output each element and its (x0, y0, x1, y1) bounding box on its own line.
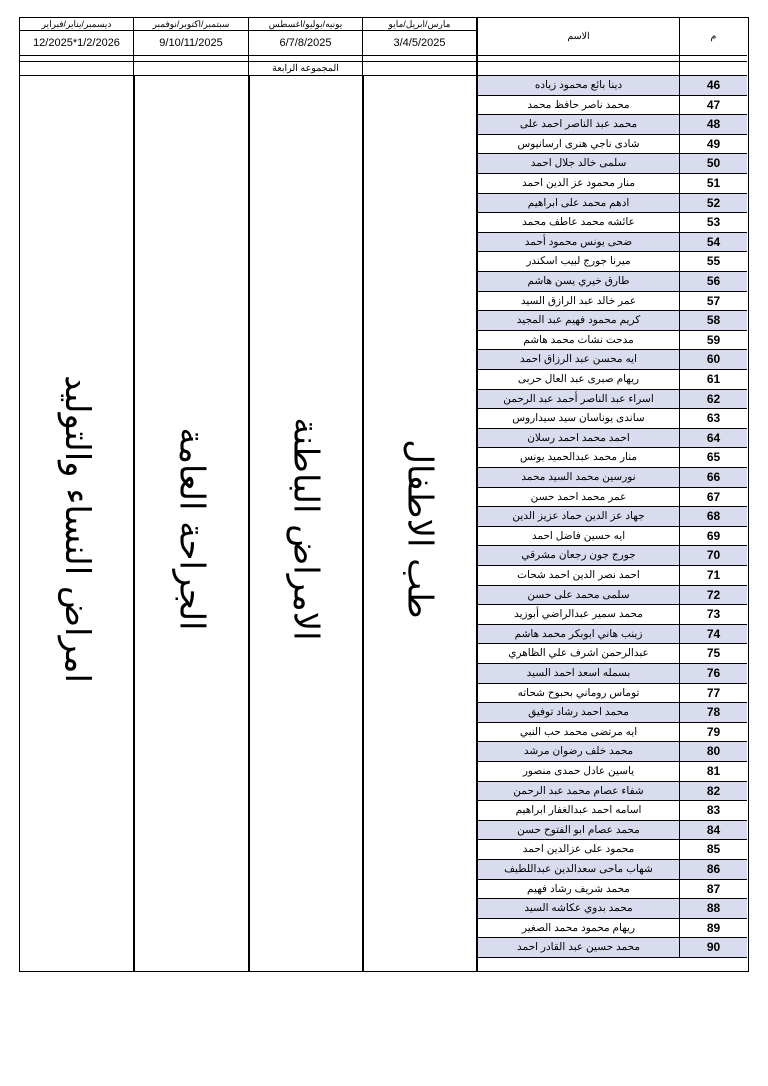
student-name: محمد شريف رشاد فهيم (477, 880, 680, 900)
table-row (20, 782, 747, 802)
spacer-cell (20, 62, 134, 76)
table-row (20, 96, 747, 116)
student-number: 70 (680, 546, 747, 566)
student-name: ادهم محمد على ابراهيم (477, 194, 680, 214)
student-number: 64 (680, 429, 747, 449)
table-row (20, 860, 747, 880)
student-number: 76 (680, 664, 747, 684)
student-name: شهاب ماحى سعدالدين عبداللطيف (477, 860, 680, 880)
student-number: 82 (680, 782, 747, 802)
spacer-cell (134, 62, 249, 76)
student-number: 61 (680, 370, 747, 390)
header-months-q3: سبتمبر/اكتوبر/نوفمبر (134, 18, 249, 31)
student-number: 79 (680, 723, 747, 743)
student-name: اسراء عبد الناصر أحمد عبد الرحمن (477, 390, 680, 410)
student-number: 75 (680, 644, 747, 664)
student-name: زينب هاني ابوبكر محمد هاشم (477, 625, 680, 645)
student-name: اسامه احمد عبدالغفار ابراهيم (477, 801, 680, 821)
student-name: كريم محمود فهيم عبد المجيد (477, 311, 680, 331)
student-name: بسمله اسعد احمد السيد (477, 664, 680, 684)
table-row (20, 684, 747, 704)
table-row (20, 821, 747, 841)
student-name: عائشه محمد عاطف محمد (477, 213, 680, 233)
subject-obgyn-label: امراض النساء والتوليد (57, 375, 97, 683)
student-number: 90 (680, 938, 747, 958)
student-number: 80 (680, 742, 747, 762)
group-label: المجموعه الرابعة (249, 62, 363, 76)
student-number: 60 (680, 350, 747, 370)
student-number: 62 (680, 390, 747, 410)
student-number: 58 (680, 311, 747, 331)
student-number: 51 (680, 174, 747, 194)
table-row (20, 448, 747, 468)
student-number: 74 (680, 625, 747, 645)
table-row (20, 213, 747, 233)
table-row (20, 272, 747, 292)
student-number: 86 (680, 860, 747, 880)
table-row (20, 350, 747, 370)
student-name: ريهام محمود محمد الصغير (477, 919, 680, 939)
table-row (20, 252, 747, 272)
student-name: طارق خيري يسن هاشم (477, 272, 680, 292)
spacer-cell (477, 62, 680, 76)
student-name: ميرنا جورج لبيب اسكندر (477, 252, 680, 272)
table-row (20, 919, 747, 939)
student-number: 52 (680, 194, 747, 214)
student-name: عبدالرحمن اشرف علي الظاهري (477, 644, 680, 664)
student-name: سلمى محمد على حسن (477, 586, 680, 606)
student-number: 81 (680, 762, 747, 782)
student-number: 54 (680, 233, 747, 253)
table-row (20, 546, 747, 566)
table-row (20, 801, 747, 821)
student-number: 57 (680, 292, 747, 312)
table-row (20, 233, 747, 253)
spacer-cell (363, 62, 477, 76)
table-row (20, 174, 747, 194)
table-row (20, 115, 747, 135)
table-row (20, 154, 747, 174)
student-number: 63 (680, 409, 747, 429)
student-name: محمد احمد رشاد توفيق (477, 703, 680, 723)
table-row (20, 586, 747, 606)
student-number: 67 (680, 488, 747, 508)
header-date-q4: 12/2025*1/2/2026 (20, 31, 134, 56)
student-name: ايه حسين فاضل احمد (477, 527, 680, 547)
student-name: شادى ناجي هنرى ارسانيوس (477, 135, 680, 155)
header-number: م (680, 18, 747, 56)
table-row (20, 605, 747, 625)
table-row (20, 625, 747, 645)
student-number: 66 (680, 468, 747, 488)
table-row (20, 194, 747, 214)
student-number: 85 (680, 840, 747, 860)
student-name: مدحت نشات محمد هاشم (477, 331, 680, 351)
student-name: ايه مرتضى محمد حب النبي (477, 723, 680, 743)
student-name: عمر خالد عبد الرازق السيد (477, 292, 680, 312)
student-name: جورج جون رجعان مشرقي (477, 546, 680, 566)
student-number: 69 (680, 527, 747, 547)
student-name: ساندى يوناسان سيد سيداروس (477, 409, 680, 429)
student-number: 72 (680, 586, 747, 606)
table-row (20, 527, 747, 547)
table-row (20, 644, 747, 664)
student-number: 50 (680, 154, 747, 174)
table-row (20, 742, 747, 762)
student-number: 88 (680, 899, 747, 919)
student-name: منار محمد عبدالحميد يونس (477, 448, 680, 468)
student-number: 68 (680, 507, 747, 527)
subject-general-surgery-label: الجراحة العامة (171, 427, 212, 631)
schedule-table (19, 17, 749, 972)
table-row (20, 899, 747, 919)
header-name: الاسم (477, 18, 680, 56)
table-row (20, 331, 747, 351)
student-number: 56 (680, 272, 747, 292)
student-number: 53 (680, 213, 747, 233)
table-row (20, 488, 747, 508)
table-row (20, 409, 747, 429)
student-number: 65 (680, 448, 747, 468)
student-name: سلمى خالد جلال احمد (477, 154, 680, 174)
student-number: 49 (680, 135, 747, 155)
subject-pediatrics-label: طب الاطفال (400, 439, 441, 619)
student-number: 77 (680, 684, 747, 704)
student-name: محمد بدوي عكاشه السيد (477, 899, 680, 919)
header-months-q2: يونيه/يوليو/اغسطس (249, 18, 363, 31)
table-row (20, 370, 747, 390)
student-number: 55 (680, 252, 747, 272)
student-name: منار محمود عز الدين احمد (477, 174, 680, 194)
student-name: ياسين عادل حمدى منصور (477, 762, 680, 782)
student-number: 47 (680, 96, 747, 116)
table-row (20, 880, 747, 900)
student-number: 78 (680, 703, 747, 723)
header-date-q3: 9/10/11/2025 (134, 31, 249, 56)
student-name: محمد ناصر حافظ محمد (477, 96, 680, 116)
student-name: شفاء عصام محمد عبد الرحمن (477, 782, 680, 802)
student-number: 84 (680, 821, 747, 841)
student-name: ريهام صبرى عبد العال حربى (477, 370, 680, 390)
student-number: 46 (680, 76, 747, 96)
table-row (20, 723, 747, 743)
student-number: 87 (680, 880, 747, 900)
table-row (20, 390, 747, 410)
table-row (20, 566, 747, 586)
student-name: محمد عصام ابو الفتوح حسن (477, 821, 680, 841)
student-name: محمد سمير عبدالراضي أبوزيد (477, 605, 680, 625)
table-row (20, 703, 747, 723)
student-number: 89 (680, 919, 747, 939)
student-number: 83 (680, 801, 747, 821)
student-name: عمر محمد احمد حسن (477, 488, 680, 508)
student-name: احمد محمد احمد رسلان (477, 429, 680, 449)
student-name: محمود على عزالدين احمد (477, 840, 680, 860)
student-name: نورسين محمد السيد محمد (477, 468, 680, 488)
student-name: ضحى يونس محمود أحمد (477, 233, 680, 253)
student-name: ايه محسن عبد الرزاق احمد (477, 350, 680, 370)
student-number: 73 (680, 605, 747, 625)
student-name: محمد حسين عبد القادر احمد (477, 938, 680, 958)
table-row (20, 292, 747, 312)
table-row (20, 840, 747, 860)
header-months-q4: ديسمبر/يناير/فبراير (20, 18, 134, 31)
student-number: 71 (680, 566, 747, 586)
table-row (20, 429, 747, 449)
student-name: احمد نصر الدين احمد شحات (477, 566, 680, 586)
table-row (20, 468, 747, 488)
table-row (20, 938, 747, 958)
student-number: 59 (680, 331, 747, 351)
header-date-q2: 6/7/8/2025 (249, 31, 363, 56)
student-number: 48 (680, 115, 747, 135)
spacer-cell (680, 62, 747, 76)
table-row (20, 762, 747, 782)
student-name: محمد عبد الناصر احمد على (477, 115, 680, 135)
table-row (20, 664, 747, 684)
student-name: توماس روماني بحبوح شحاته (477, 684, 680, 704)
student-name: دينا بائع محمود زياده (477, 76, 680, 96)
table-row (20, 507, 747, 527)
table-row (20, 311, 747, 331)
subject-internal-medicine-label: الامراض الباطنة (286, 417, 326, 641)
table-row (20, 135, 747, 155)
student-name: محمد خلف رضوان مرشد (477, 742, 680, 762)
student-name: جهاد عز الدين حماد عزيز الدين (477, 507, 680, 527)
table-row (20, 76, 747, 96)
header-months-q1: مارس/ابريل/مايو (363, 18, 477, 31)
header-date-q1: 3/4/5/2025 (363, 31, 477, 56)
